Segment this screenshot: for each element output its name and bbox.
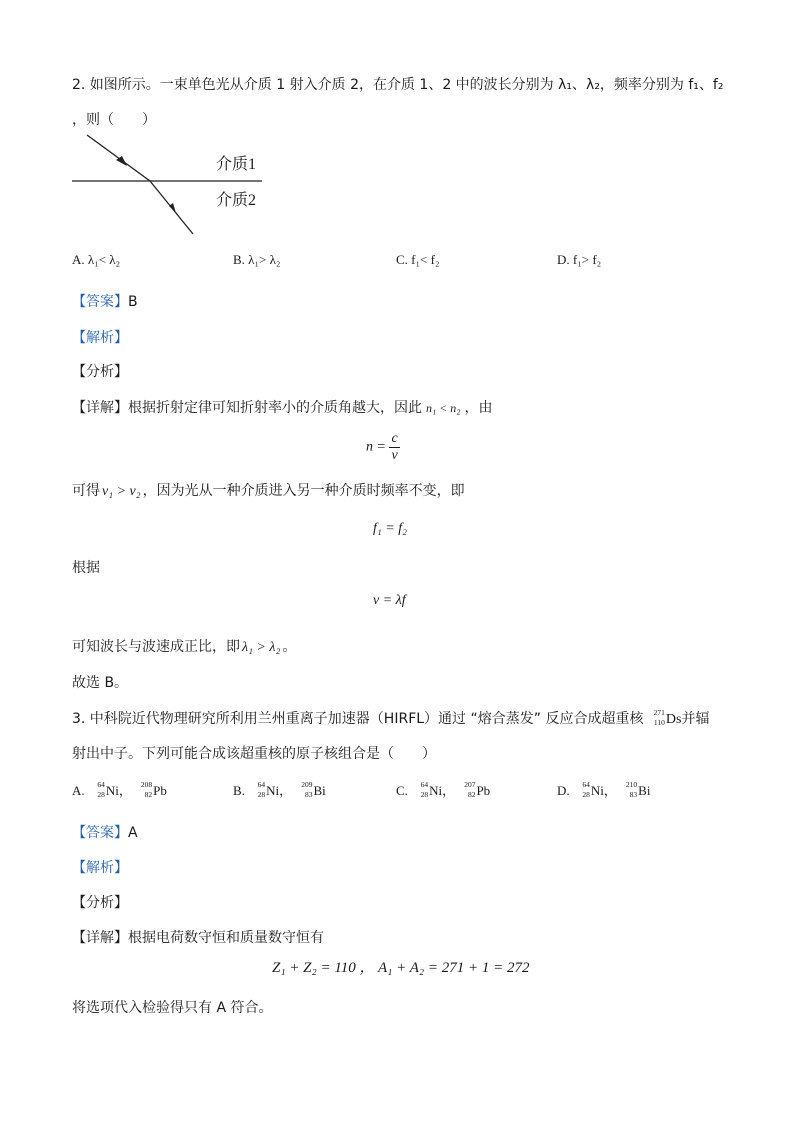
nucleus-charge: 110	[653, 718, 665, 727]
element-symbol: Bi	[638, 783, 651, 798]
equation-v-lambda-f: v = λf	[373, 593, 406, 608]
eq1-numerator: c	[391, 431, 398, 446]
q3-fenxi-tag: 【分析】	[72, 895, 128, 911]
refracted-arrow-icon	[169, 203, 176, 213]
mass-number: 207	[464, 780, 476, 789]
answer-value: B	[128, 294, 138, 310]
line2-post: ，因为光从一种介质进入另一种介质时频率不变，即	[142, 483, 465, 499]
mass-number: 208	[140, 780, 153, 789]
q3-option-a: A. 64 28 Ni， 208 82 Pb	[72, 780, 167, 799]
q2-stem-line2: ，则（ ）	[72, 112, 156, 128]
q2-option-c: C. f₁< f₂	[396, 252, 440, 267]
q2-detail-line	[72, 397, 492, 417]
q3-option-c: C. 64 28 Ni， 207 82 Pb	[396, 780, 491, 799]
q3-option-d: D. 64 28 Ni， 210 83 Bi	[557, 780, 651, 799]
line4-math: λ₁ > λ₂	[242, 640, 281, 655]
charge-number: 82	[467, 790, 476, 799]
answer-tag: 【答案】	[72, 294, 128, 310]
q2-stem-line1: 2. 如图所示。一束单色光从介质 1 射入介质 2，在介质 1、2 中的波长分别为 λ₁、λ₂，频率分别为 f₁、f₂	[72, 77, 724, 93]
q3-detail-line	[72, 927, 324, 947]
equation-f1-f2: f₁ = f₂	[373, 521, 407, 536]
nuclide-2	[135, 782, 153, 800]
charge-number: 28	[257, 790, 266, 799]
q2-conclusion: 故选 B。	[72, 675, 129, 691]
detail-tag: 【详解】	[72, 930, 128, 946]
detail-tag: 【详解】	[72, 400, 128, 416]
mass-number: 64	[97, 780, 105, 789]
medium2-label: 介质2	[216, 192, 257, 209]
line2-math: v₁ > v₂	[102, 484, 141, 499]
line4-pre: 可知波长与波速成正比，即	[72, 639, 240, 655]
charge-number: 82	[144, 790, 153, 799]
q2-fenxi-tag: 【分析】	[72, 364, 128, 380]
mass-number: 64	[420, 780, 429, 789]
nuclide-1	[88, 782, 106, 800]
line2-pre: 可得	[72, 483, 100, 499]
nuclide-1	[248, 782, 266, 800]
nuclide-2	[295, 782, 313, 800]
nuclide-1	[411, 782, 429, 800]
nuclide-1	[573, 782, 591, 800]
charge-number: 83	[629, 790, 638, 799]
element-symbol: Ni	[266, 783, 280, 798]
mass-number: 64	[257, 780, 266, 789]
incident-ray	[87, 135, 150, 181]
q3-stem-line2: 射出中子。下列可能合成该超重核的原子核组合是（ ）	[72, 746, 436, 762]
element-symbol: Ni	[429, 783, 443, 798]
element-symbol: Ni	[105, 783, 119, 798]
equation-n-c-over-v	[366, 431, 400, 464]
q3-stem-line1	[72, 708, 709, 728]
nucleus-ds	[648, 710, 666, 728]
eq1-fraction	[389, 431, 399, 464]
option-label: D.	[557, 783, 570, 798]
q3-option-b: B. 64 28 Ni， 209 83 Bi	[233, 780, 326, 799]
nucleus-symbol: Ds	[665, 712, 682, 727]
charge-number: 28	[97, 790, 105, 799]
option-label: C.	[396, 783, 408, 798]
q3-analysis-tag: 【解析】	[72, 860, 128, 876]
charge-number: 28	[582, 790, 590, 799]
q3-stem-a: 3. 中科院近代物理研究所利用兰州重离子加速器（HIRFL）通过 “熔合蒸发” 反应合成超重核	[72, 711, 644, 727]
q2-line4	[72, 636, 296, 656]
detail-text: 根据折射定律可知折射率小的介质角越大，因此	[128, 400, 422, 416]
option-label: B.	[233, 783, 245, 798]
q2-line2	[72, 480, 465, 500]
q2-option-d: D. f₁> f₂	[557, 252, 602, 267]
nucleus-mass: 271	[653, 708, 665, 717]
q2-option-b: B. λ₁> λ₂	[233, 252, 281, 267]
medium1-label: 介质1	[216, 156, 257, 173]
q2-line3: 根据	[72, 560, 100, 576]
mass-number: 210	[625, 780, 638, 789]
answer-tag: 【答案】	[72, 825, 128, 841]
detail-text: 根据电荷数守恒和质量数守恒有	[128, 930, 324, 946]
charge-number: 28	[420, 790, 429, 799]
q2-option-a: A. λ₁< λ₂	[72, 252, 121, 267]
q2-answer	[72, 291, 138, 311]
answer-value: A	[128, 825, 138, 841]
mass-number: 209	[301, 780, 313, 789]
q3-stem-b: 并辐	[681, 711, 710, 727]
element-symbol: Pb	[153, 783, 167, 798]
eq1-denominator: v	[391, 448, 398, 463]
nuclide-2	[620, 782, 638, 800]
nuclide-2	[458, 782, 476, 800]
equation-conservation: Z₁ + Z₂ = 110 ， A₁ + A₂ = 271 + 1 = 272	[272, 960, 530, 976]
eq1-lhs: n =	[366, 439, 386, 455]
mass-number: 64	[582, 780, 590, 789]
refraction-diagram	[70, 130, 280, 238]
charge-number: 83	[304, 790, 313, 799]
detail-end: ，由	[464, 400, 493, 416]
detail-math: n₁ < n₂	[426, 401, 461, 415]
line4-post: 。	[282, 639, 297, 655]
q2-analysis-tag: 【解析】	[72, 330, 128, 346]
q3-answer	[72, 822, 138, 842]
element-symbol: Pb	[476, 783, 491, 798]
option-label: A.	[72, 783, 85, 798]
element-symbol: Ni	[590, 783, 604, 798]
element-symbol: Bi	[313, 783, 326, 798]
q3-conclusion: 将选项代入检验得只有 A 符合。	[72, 1000, 273, 1016]
